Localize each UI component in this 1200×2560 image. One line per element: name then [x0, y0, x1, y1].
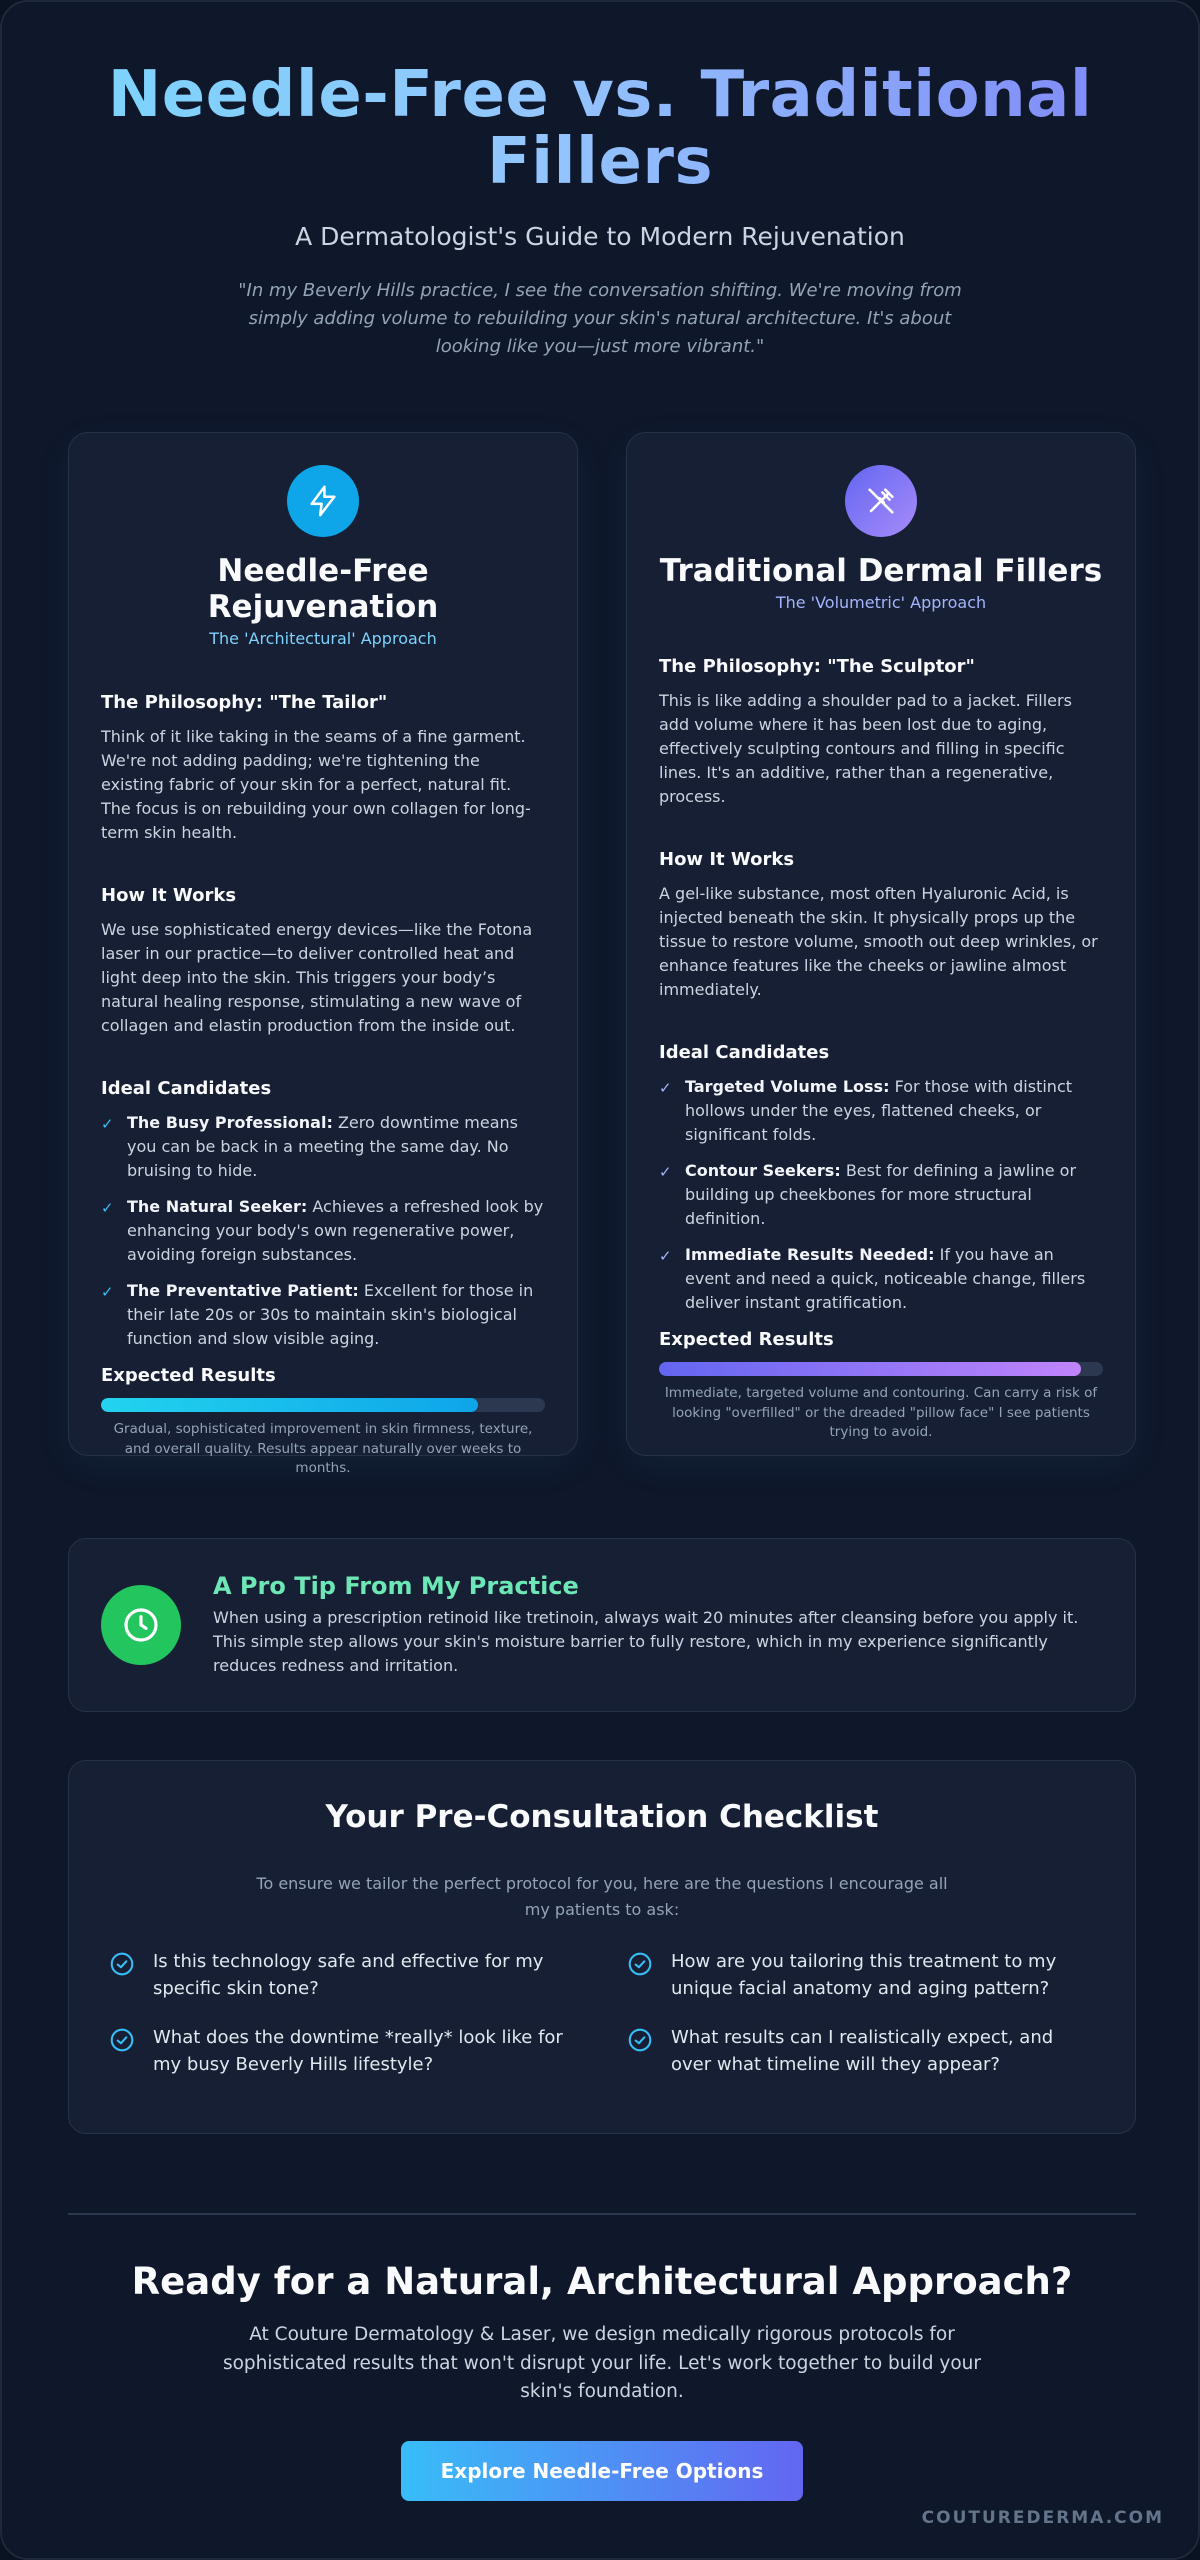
results-text: Immediate, targeted volume and contouring. Can carry a risk of looking "overfilled" or the dreaded "pillow face" I see patients trying to avoid. — [664, 1385, 1098, 1441]
card-tagline: The 'Volumetric' Approach — [775, 593, 987, 612]
list-item — [659, 1243, 1103, 1315]
list-item — [101, 1279, 545, 1351]
candidate-label: Immediate Results Needed: — [685, 1245, 935, 1264]
page-title: Needle-Free vs. Traditional Fillers — [100, 62, 1100, 196]
checklist-intro: To ensure we tailor the perfect protocol for you, here are the questions I encourage all my patients to ask: — [256, 1874, 948, 1919]
check-circle-icon — [627, 1951, 653, 1977]
candidate-label: The Natural Seeker: — [127, 1197, 308, 1216]
checkmark-icon: ✓ — [659, 1079, 672, 1097]
candidate-label: Contour Seekers: — [685, 1161, 841, 1180]
list-item — [659, 1159, 1103, 1231]
results-progress-bar — [659, 1362, 1103, 1376]
how-it-works-heading: How It Works — [101, 885, 237, 906]
candidate-text: Best for defining a jawline or building up cheekbones for more structural definition. — [685, 1161, 1077, 1228]
candidate-label: The Preventative Patient: — [127, 1281, 359, 1300]
checklist-question: What results can I realistically expect, and over what timeline will they appear? — [671, 2027, 1054, 2076]
philosophy-heading: The Philosophy: "The Sculptor" — [659, 656, 975, 677]
card-title: Traditional Dermal Fillers — [659, 553, 1103, 589]
checklist-title: Your Pre-Consultation Checklist — [325, 1799, 879, 1835]
consultation-checklist — [68, 1760, 1136, 2134]
candidate-text: Excellent for those in their late 20s or 30s to maintain skin's biological function and slow visible aging. — [127, 1281, 534, 1348]
candidates-list — [659, 1075, 1103, 1315]
checkmark-icon: ✓ — [101, 1283, 114, 1301]
candidate-text: Achieves a refreshed look by enhancing your body's own regenerative power, avoiding foreign substances. — [127, 1197, 544, 1264]
list-item — [101, 1111, 545, 1183]
candidate-text: For those with distinct hollows under the eyes, flattened cheeks, or significant folds. — [685, 1077, 1073, 1144]
philosophy-text: Think of it like taking in the seams of a fine garment. We're not adding padding; we're tightening the existing fabric of your skin for a perfect, natural fit. The focus is on rebuilding your own collagen for long-term skin health. — [101, 727, 531, 842]
checkmark-icon: ✓ — [659, 1247, 672, 1265]
results-text: Gradual, sophisticated improvement in skin firmness, texture, and overall quality. Results appear naturally over weeks to months. — [113, 1421, 533, 1477]
section-divider — [68, 2213, 1136, 2215]
checklist-item — [627, 1948, 1107, 2002]
explore-options-button[interactable]: Explore Needle-Free Options — [401, 2441, 803, 2501]
checkmark-icon: ✓ — [101, 1115, 114, 1133]
candidates-heading: Ideal Candidates — [659, 1042, 830, 1063]
checklist-grid — [109, 1948, 1135, 2078]
checklist-item — [627, 2024, 1107, 2078]
results-heading: Expected Results — [659, 1329, 834, 1350]
how-it-works-text: A gel-like substance, most often Hyaluronic Acid, is injected beneath the skin. It physically props up the tissue to restore volume, smooth out deep wrinkles, or enhance features like the cheeks or jawline almost immediately. — [659, 884, 1098, 999]
checklist-question: How are you tailoring this treatment to my unique facial anatomy and aging pattern? — [671, 1951, 1057, 2000]
candidate-text: If you have an event and need a quick, noticeable change, fillers deliver instant gratification. — [685, 1245, 1086, 1312]
needle-free-card — [68, 432, 578, 1477]
intro-quote: "In my Beverly Hills practice, I see the conversation shifting. We're moving from simply adding volume to rebuilding your skin's natural architecture. It's about looking like you—just more vibrant." — [238, 280, 962, 358]
checklist-item — [109, 2024, 627, 2078]
cta-title: Ready for a Natural, Architectural Approach? — [131, 2260, 1073, 2303]
pro-tip-title: A Pro Tip From My Practice — [213, 1572, 579, 1600]
list-item — [659, 1075, 1103, 1147]
website-link[interactable]: COUTUREDERMA.COM — [921, 2508, 1164, 2528]
pro-tip-text: When using a prescription retinoid like tretinoin, always wait 20 minutes after cleansing before you apply it. This simple step allows your skin's moisture barrier to fully restore, which in my experience significantly reduces redness and irritation. — [213, 1608, 1079, 1675]
header — [2, 2, 1198, 361]
candidates-heading: Ideal Candidates — [101, 1078, 272, 1099]
pro-tip-body — [213, 1572, 1103, 1678]
philosophy-text: This is like adding a shoulder pad to a jacket. Fillers add volume where it has been lost due to aging, effectively sculpting contours and filling in specific lines. It's an additive, rather than a regenerative, process. — [659, 691, 1072, 806]
results-progress-bar — [101, 1398, 545, 1412]
checklist-question: Is this technology safe and effective for my specific skin tone? — [153, 1951, 544, 2000]
check-circle-icon — [627, 2027, 653, 2053]
how-it-works-heading: How It Works — [659, 849, 795, 870]
syringe-crossed-icon — [845, 465, 917, 537]
philosophy-heading: The Philosophy: "The Tailor" — [101, 692, 388, 713]
cta-text: At Couture Dermatology & Laser, we design medically rigorous protocols for sophisticated results that won't disrupt your life. Let's work together to build your skin's foundation. — [222, 2324, 982, 2403]
clock-icon — [101, 1585, 181, 1665]
dermal-fillers-card — [626, 432, 1136, 1456]
card-tagline: The 'Architectural' Approach — [209, 629, 437, 648]
call-to-action — [2, 2260, 1200, 2501]
comparison-cards — [68, 432, 1136, 1477]
list-item — [101, 1195, 545, 1267]
results-progress-fill — [659, 1362, 1081, 1376]
checkmark-icon: ✓ — [659, 1163, 672, 1181]
candidates-list — [101, 1111, 545, 1351]
checklist-item — [109, 1948, 627, 2002]
check-circle-icon — [109, 2027, 135, 2053]
checklist-question: What does the downtime *really* look like for my busy Beverly Hills lifestyle? — [153, 2027, 563, 2076]
candidate-label: Targeted Volume Loss: — [685, 1077, 890, 1096]
results-progress-fill — [101, 1398, 478, 1412]
candidate-text: Zero downtime means you can be back in a meeting the same day. No bruising to hide. — [127, 1113, 518, 1180]
page-subtitle: A Dermatologist's Guide to Modern Rejuvenation — [295, 222, 905, 252]
lightning-icon — [287, 465, 359, 537]
check-circle-icon — [109, 1951, 135, 1977]
results-heading: Expected Results — [101, 1365, 276, 1386]
pro-tip-box — [68, 1538, 1136, 1712]
card-title: Needle-Free Rejuvenation — [207, 553, 439, 625]
checkmark-icon: ✓ — [101, 1199, 114, 1217]
how-it-works-text: We use sophisticated energy devices—like the Fotona laser in our practice—to deliver controlled heat and light deep into the skin. This triggers your body’s natural healing response, stimulating a new wave of collagen and elastin production from the inside out. — [101, 920, 533, 1035]
candidate-label: The Busy Professional: — [127, 1113, 333, 1132]
